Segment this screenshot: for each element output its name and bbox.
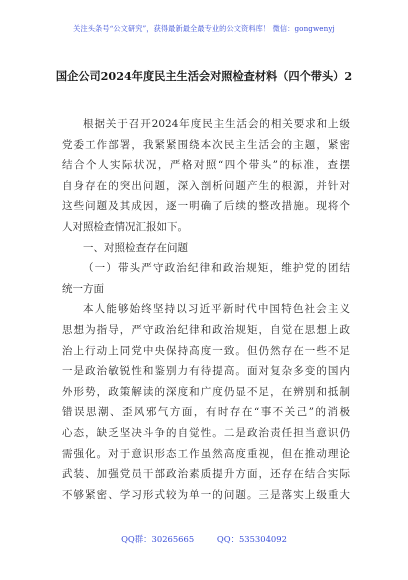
body-line: 心态，缺乏坚决斗争的自觉性。二是政治责任担当意识仍 bbox=[62, 426, 350, 439]
intro-line: 这些问题及其成因，逐一明确了后续的整改措施。现将个 bbox=[62, 200, 350, 213]
intro-line: 结合个人实际状况，严格对照“四个带头”的标准，查摆 bbox=[62, 159, 350, 172]
body-line: 错误思潮、歪风邪气方面，有时存在“事不关己”的消极 bbox=[62, 406, 350, 419]
footer-qq-group: QQ群：30265665 bbox=[121, 534, 195, 544]
subsection-heading-line: 统一方面 bbox=[62, 282, 104, 295]
footer-qq: QQ：535304092 bbox=[216, 534, 287, 544]
intro-line: 人对照检查情况汇报如下。 bbox=[62, 220, 188, 233]
intro-line: 自身存在的突出问题，深入剖析问题产生的根源，并针对 bbox=[62, 179, 350, 192]
body-line: 需强化。对于意识形态工作虽然高度重视，但在推动理论 bbox=[62, 447, 350, 460]
header-banner: 关注头条号“公文研究”，获得最新最全最专业的公文资料库！ 微信：gongwenyj bbox=[73, 24, 335, 33]
body-line: 外形势，政策解读的深度和广度仍显不足，在辨别和抵制 bbox=[62, 385, 350, 398]
body-line: 一是政治敏锐性和鉴别力有待提高。面对复杂多变的国内 bbox=[62, 365, 350, 378]
body-line: 本人能够始终坚持以习近平新时代中国特色社会主义 bbox=[83, 303, 350, 316]
intro-line: 根据关于召开2024年度民主生活会的相关要求和上级 bbox=[83, 118, 350, 130]
body-line: 思想为指导，严守政治纪律和政治规矩，自觉在思想上政 bbox=[62, 323, 350, 336]
intro-line: 党委工作部署，我紧紧围绕本次民主生活会的主题，紧密 bbox=[62, 138, 350, 151]
body-line: 不够紧密、学习形式较为单一的问题。三是落实上级重大 bbox=[62, 488, 350, 501]
body-line: 武装、加强党员干部政治素质提升方面，还存在结合实际 bbox=[62, 468, 350, 481]
body-line: 治上行动上同党中央保持高度一致。但仍然存在一些不足 bbox=[62, 344, 350, 357]
intro-paragraph bbox=[62, 114, 350, 505]
document-title: 国企公司2024年度民主生活会对照检查材料（四个带头）2 bbox=[55, 69, 353, 83]
footer-contact bbox=[0, 533, 408, 545]
subsection-heading-line: （一）带头严守政治纪律和政治规矩，维护党的团结 bbox=[83, 262, 350, 275]
section-heading: 一、对照检查存在问题 bbox=[83, 241, 188, 254]
